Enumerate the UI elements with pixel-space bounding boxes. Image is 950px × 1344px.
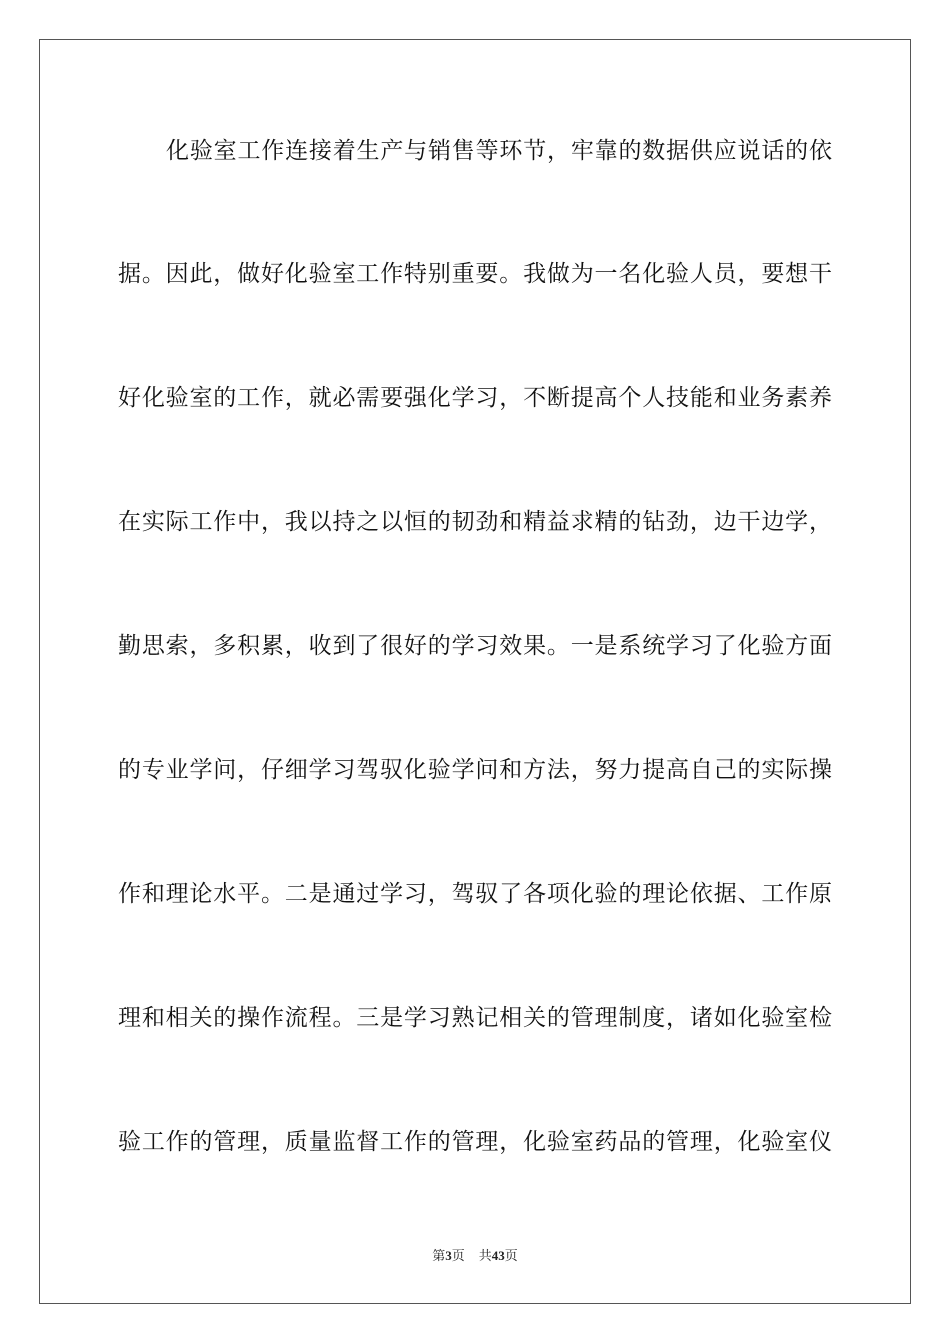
total-prefix: 共 bbox=[478, 1249, 492, 1264]
paragraph-line-7: 作和理论水平。二是通过学习，驾驭了各项化验的理论依据、工作原 bbox=[118, 881, 832, 907]
total-pages bbox=[479, 1249, 518, 1264]
paragraph-line-5: 勤思索，多积累，收到了很好的学习效果。一是系统学习了化验方面 bbox=[118, 633, 832, 659]
page-suffix: 页 bbox=[451, 1249, 465, 1264]
page-footer bbox=[0, 1247, 950, 1266]
paragraph-line-6: 的专业学问，仔细学习驾驭化验学问和方法，努力提高自己的实际操 bbox=[118, 757, 832, 783]
paragraph-line-3: 好化验室的工作，就必需要强化学习，不断提高个人技能和业务素养 bbox=[118, 385, 832, 411]
paragraph-line-2: 据。因此，做好化验室工作特别重要。我做为一名化验人员，要想干 bbox=[118, 261, 832, 287]
page-prefix: 第 bbox=[432, 1249, 446, 1264]
current-page-number: 3 bbox=[445, 1248, 452, 1263]
paragraph-line-4: 在实际工作中，我以持之以恒的韧劲和精益求精的钻劲，边干边学， bbox=[118, 509, 832, 535]
paragraph-line-1: 化验室工作连接着生产与销售等环节，牢靠的数据供应说话的依 bbox=[166, 138, 832, 164]
page-number bbox=[432, 1249, 465, 1264]
page-frame bbox=[39, 39, 911, 1304]
total-suffix: 页 bbox=[504, 1249, 518, 1264]
total-pages-number: 43 bbox=[491, 1248, 505, 1263]
paragraph-line-8: 理和相关的操作流程。三是学习熟记相关的管理制度，诸如化验室检 bbox=[118, 1005, 832, 1031]
paragraph-line-9: 验工作的管理，质量监督工作的管理，化验室药品的管理，化验室仪 bbox=[118, 1129, 832, 1155]
